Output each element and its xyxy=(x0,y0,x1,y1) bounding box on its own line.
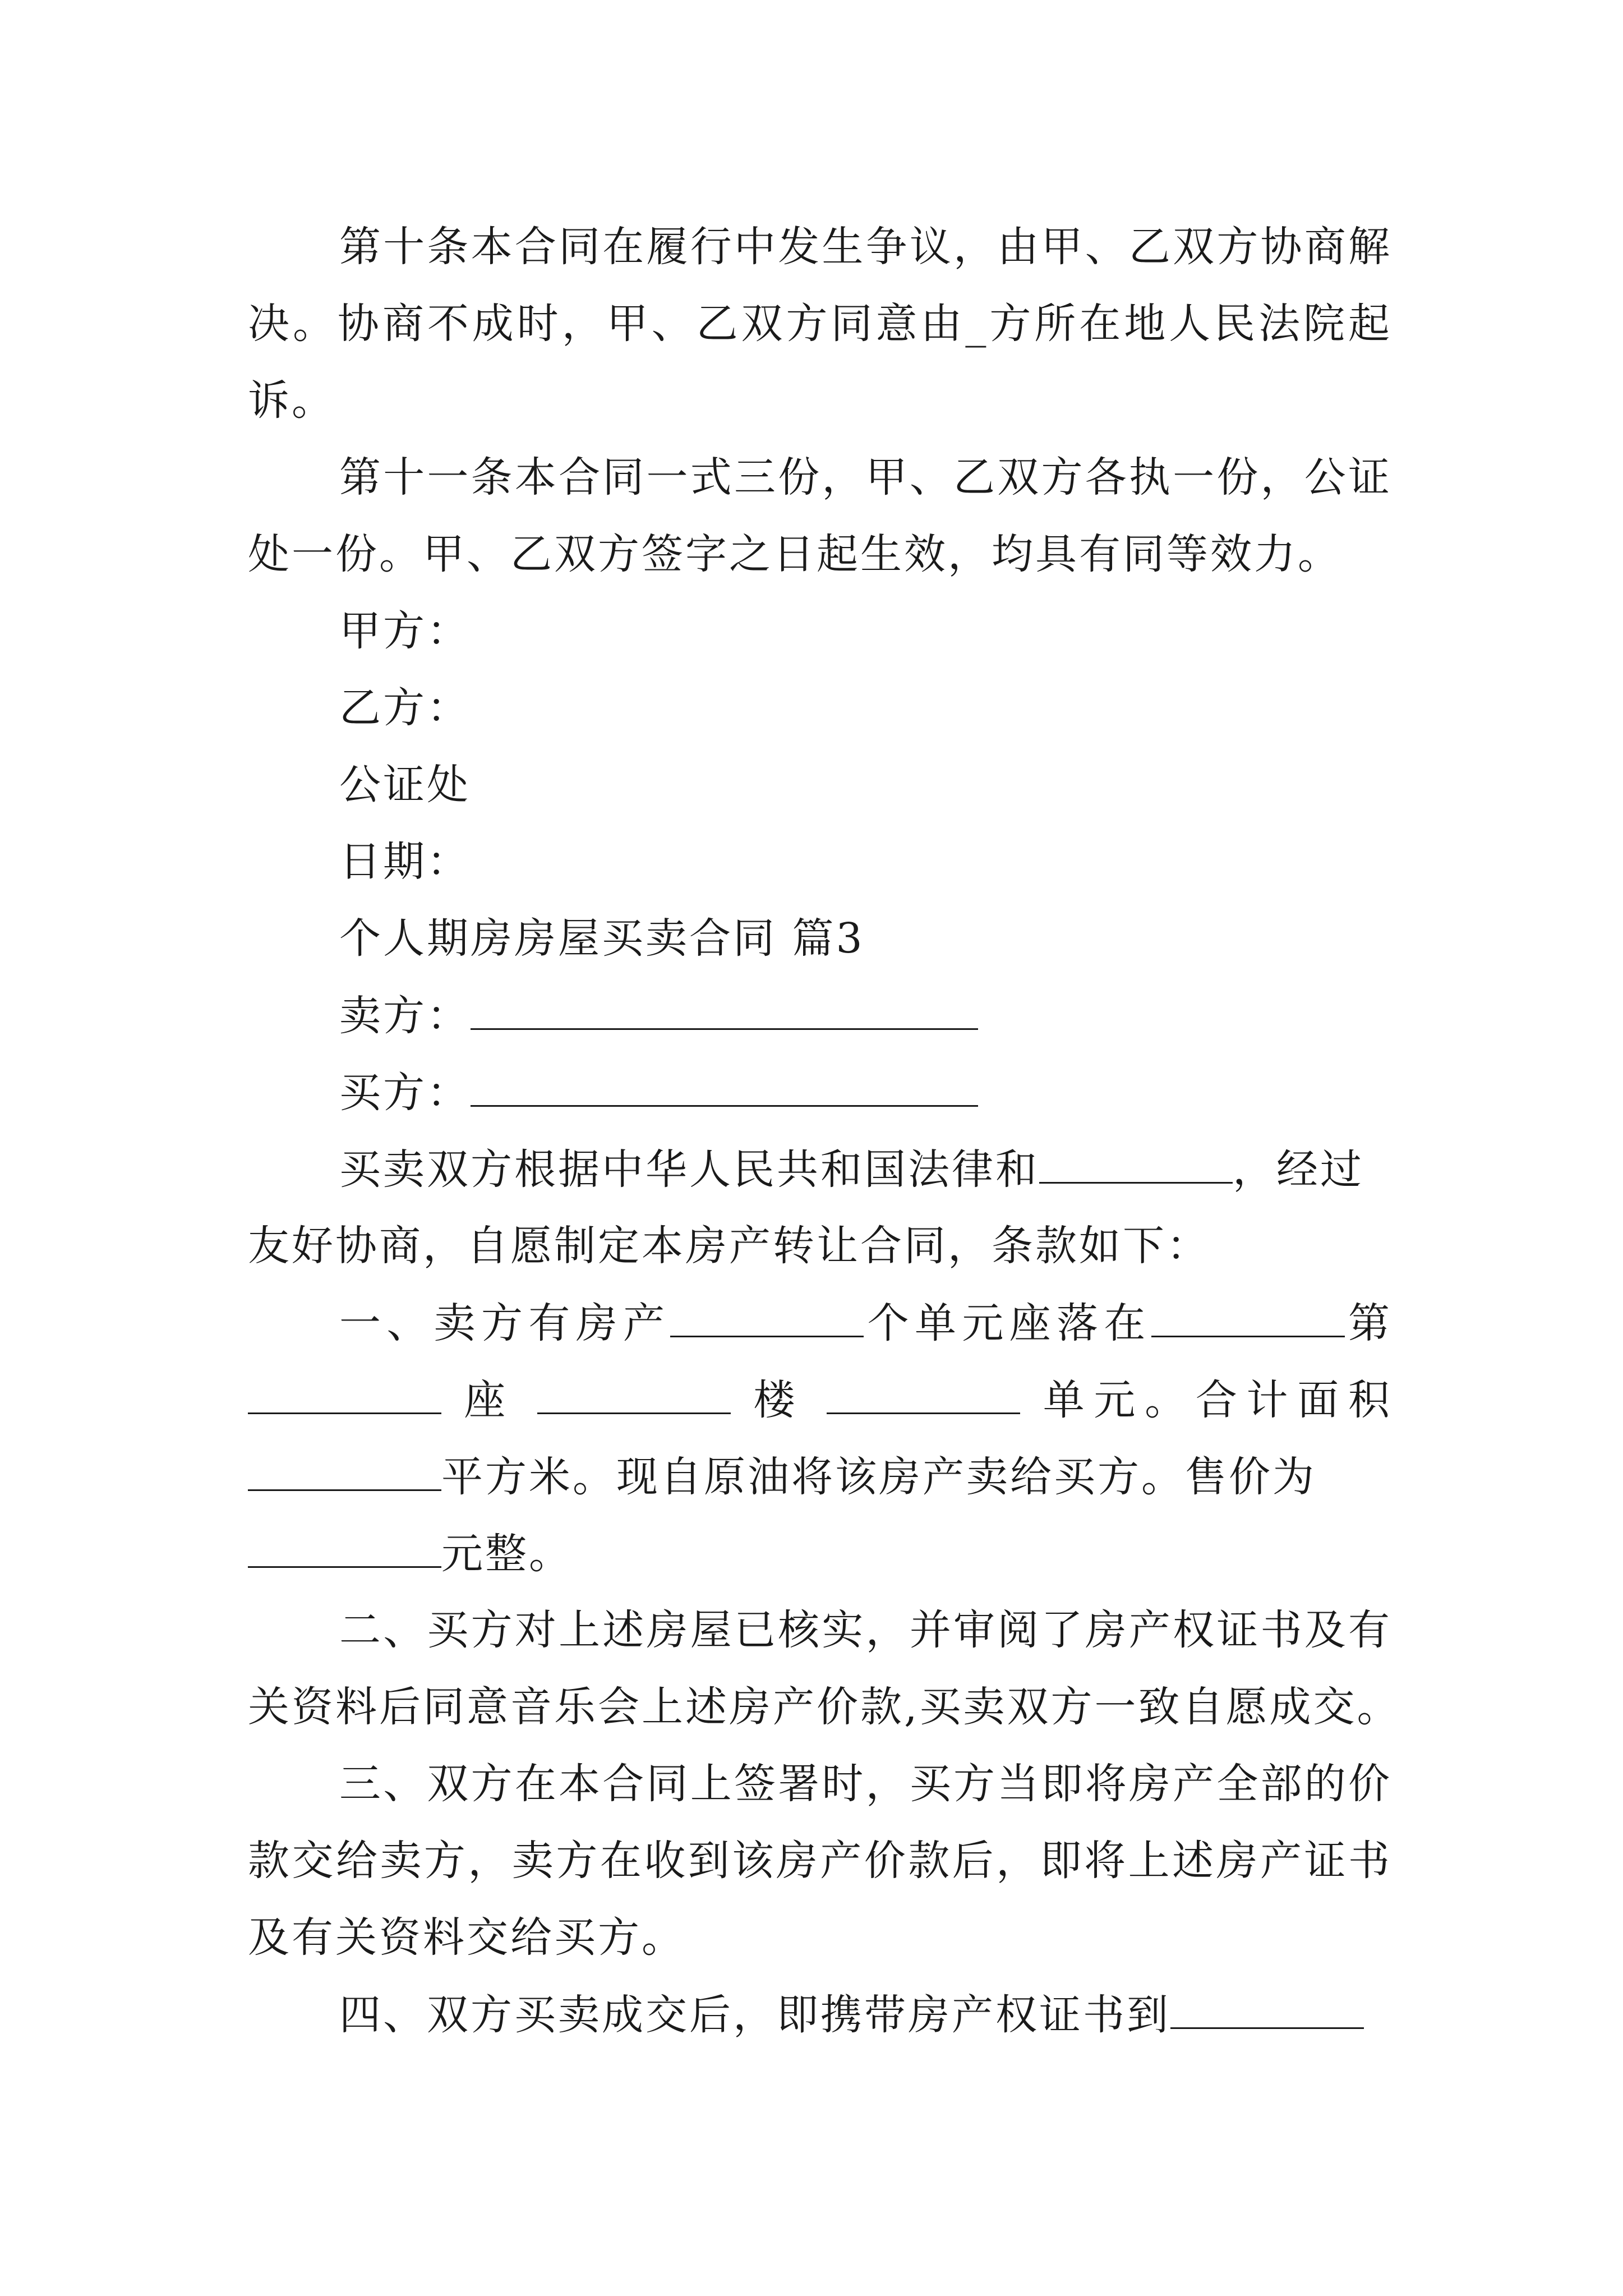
preamble-text-b: ，经过 xyxy=(1233,1145,1364,1194)
area-blank xyxy=(248,1456,441,1491)
clause-10-line-1: 第十条本合同在履行中发生争议，由甲、乙双方协商解 xyxy=(339,223,1392,271)
preamble-line-1 xyxy=(339,1145,1364,1194)
preamble-line-2: 友好协商，自愿制定本房产转让合同，条款如下： xyxy=(248,1222,1210,1270)
preamble-text-a: 买卖双方根据中华人民共和国法律和 xyxy=(339,1145,1039,1194)
clause-10-line-3: 诉。 xyxy=(248,376,335,425)
unit-count-blank xyxy=(670,1302,864,1337)
location-blank xyxy=(1151,1302,1345,1337)
law-blank xyxy=(1039,1148,1233,1184)
party-a-label: 甲方： xyxy=(339,607,471,655)
building-blank xyxy=(537,1379,731,1414)
party-b-label: 乙方： xyxy=(339,684,471,732)
buyer-blank xyxy=(471,1071,978,1107)
clause-1-text-f: 单元。合计面积 xyxy=(1043,1376,1392,1424)
clause-4-line-1 xyxy=(339,1991,1364,2039)
price-blank xyxy=(248,1533,441,1568)
clause-10-line-2: 决。协商不成时，甲、乙双方同意由_方所在地人民法院起 xyxy=(248,300,1392,348)
seller-line xyxy=(339,992,978,1040)
clause-1-line-3 xyxy=(248,1453,1316,1501)
clause-1-text-e: 楼 xyxy=(753,1376,805,1424)
buyer-line xyxy=(339,1069,978,1117)
clause-3-line-3: 及有关资料交给买方。 xyxy=(248,1913,685,1962)
clause-1-text-c: 第 xyxy=(1344,1299,1393,1347)
clause-3-line-1: 三、双方在本合同上签署时，买方当即将房产全部的价 xyxy=(339,1760,1392,1808)
clause-11-line-2: 处一份。甲、乙双方签字之日起生效，均具有同等效力。 xyxy=(248,530,1341,578)
unit-blank xyxy=(827,1379,1020,1414)
clause-1-text-g: 平方米。现自原油将该房产卖给买方。售价为 xyxy=(441,1453,1316,1501)
clause-1-text-a: 一、卖方有房产 xyxy=(339,1299,671,1347)
seller-label: 卖方： xyxy=(339,992,471,1040)
buyer-label: 买方： xyxy=(339,1069,471,1117)
clause-4-text: 四、双方买卖成交后，即携带房产权证书到 xyxy=(339,1991,1170,2039)
seller-blank xyxy=(471,995,978,1030)
notary-label: 公证处 xyxy=(339,761,471,809)
clause-1-text-h: 元整。 xyxy=(441,1530,573,1578)
clause-1-line-2 xyxy=(248,1376,1392,1424)
clause-3-line-2: 款交给卖方，卖方在收到该房产价款后，即将上述房产证书 xyxy=(248,1837,1392,1885)
block-blank xyxy=(248,1379,441,1414)
date-label: 日期： xyxy=(339,838,471,886)
clause-1-text-b: 个单元座落在 xyxy=(864,1299,1151,1347)
registry-blank xyxy=(1170,1994,1364,2029)
clause-1-line-4 xyxy=(248,1530,573,1578)
clause-11-line-1: 第十一条本合同一式三份，甲、乙双方各执一份，公证 xyxy=(339,453,1392,501)
section-title: 个人期房房屋买卖合同 篇3 xyxy=(339,914,865,963)
clause-1-text-d: 座 xyxy=(464,1376,515,1424)
clause-2-line-2: 关资料后同意音乐会上述房产价款,买卖双方一致自愿成交。 xyxy=(248,1683,1401,1731)
clause-1-line-1 xyxy=(339,1299,1393,1347)
clause-2-line-1: 二、买方对上述房屋已核实，并审阅了房产权证书及有 xyxy=(339,1606,1392,1654)
